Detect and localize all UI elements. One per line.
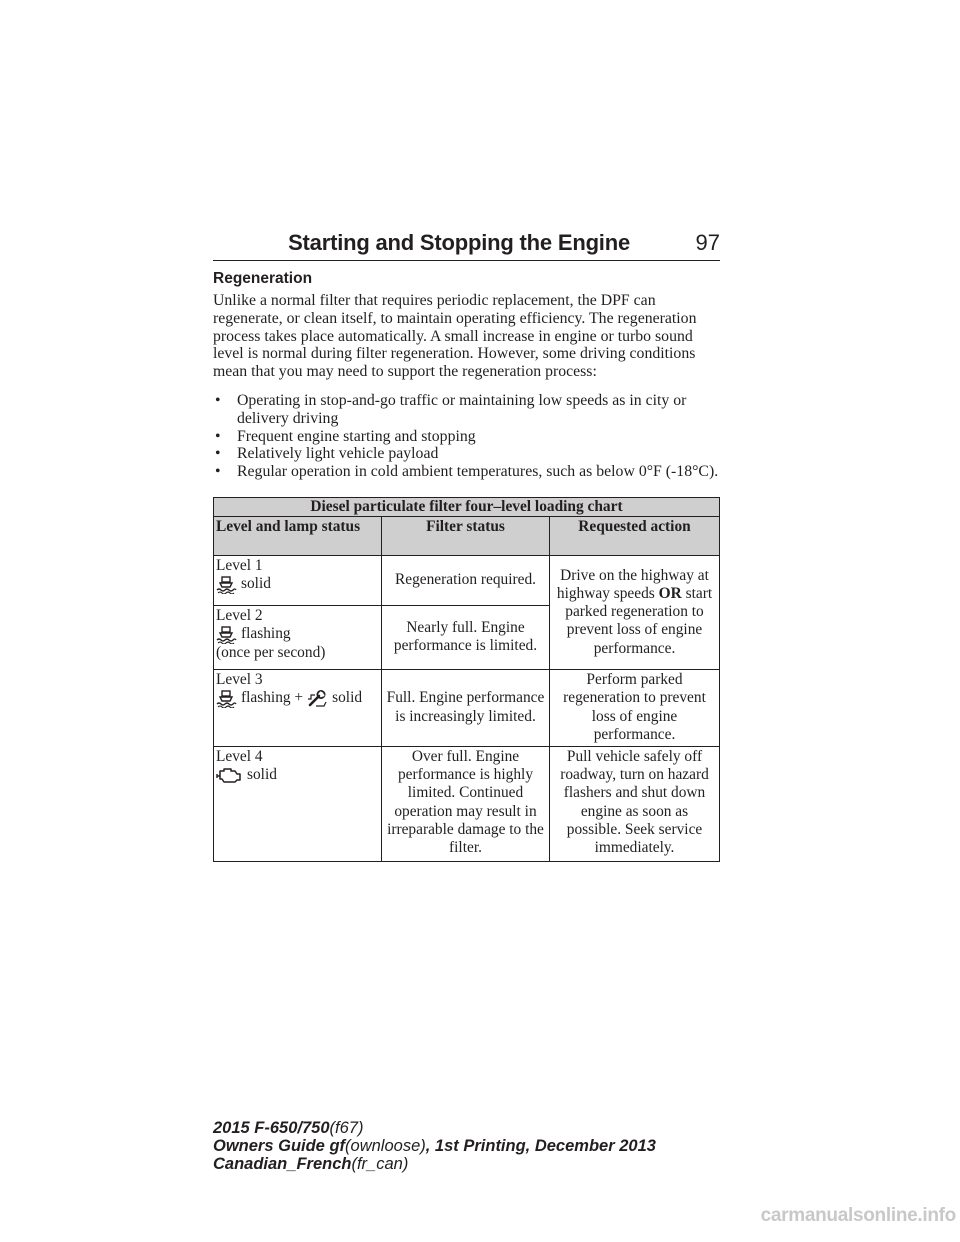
dpf-lamp-icon [216, 576, 237, 594]
lamp-status: solid [247, 766, 277, 784]
bullet-list [213, 392, 725, 481]
table-row [214, 670, 720, 747]
list-item: • Operating in stop-and-go traffic or maintaining low speeds as in city or delivery driving [215, 392, 687, 427]
document-footer [213, 1119, 733, 1173]
lamp-note: (once per second) [216, 643, 326, 661]
level-cell [214, 556, 382, 606]
filter-status-cell: Full. Engine performance is increasingly limited. [382, 670, 550, 747]
list-item: • Relatively light vehicle payload [215, 445, 439, 463]
footer-guide-type: (ownloose) [345, 1137, 426, 1155]
footer-model-code: (f67) [329, 1119, 364, 1137]
dpf-loading-chart [213, 497, 720, 862]
column-header-filter: Filter status [382, 517, 550, 556]
list-item: • Regular operation in cold ambient temperatures, such as below 0°F (-18°C). [215, 463, 719, 481]
footer-printing: , 1st Printing, December 2013 [425, 1137, 656, 1155]
level-cell [214, 606, 382, 670]
lamp-status: solid [241, 575, 271, 593]
action-cell: Pull vehicle safely off roadway, turn on hazard flashers and shut down engine as soon as possible. Seek service immediately. [550, 747, 720, 862]
lamp-status: flashing [241, 625, 291, 643]
footer-model: 2015 F-650/750 [213, 1119, 330, 1137]
page-number: 97 [695, 230, 720, 255]
action-cell: Drive on the highway at highway speeds OR start parked regeneration to prevent loss of engine performance. [550, 556, 720, 670]
filter-status-cell: Nearly full. Engine performance is limited. [382, 606, 550, 670]
footer-locale-code: (fr_can) [351, 1155, 409, 1173]
list-item: • Frequent engine starting and stopping [215, 427, 476, 445]
table-row [214, 747, 720, 862]
dpf-lamp-icon [216, 690, 237, 708]
dpf-lamp-icon [216, 626, 237, 644]
level-label: Level 4 [216, 748, 263, 766]
page-header [213, 226, 720, 261]
table-row [214, 556, 720, 606]
level-cell [214, 747, 382, 862]
section-heading: Regeneration [213, 270, 313, 287]
second-lamp-status: solid [332, 689, 363, 707]
lamp-status: flashing + [241, 689, 304, 707]
column-header-level: Level and lamp status [214, 517, 382, 556]
check-engine-icon [216, 766, 243, 784]
filter-status-cell: Over full. Engine performance is highly limited. Continued operation may result in irreparable damage to the filter. [382, 747, 550, 862]
level-label: Level 2 [216, 607, 263, 625]
column-header-action: Requested action [550, 517, 720, 556]
filter-status-cell: Regeneration required. [382, 556, 550, 606]
chapter-title: Starting and Stopping the Engine [288, 230, 630, 255]
powertrain-wrench-icon [307, 690, 328, 708]
table-header-row [214, 517, 720, 556]
table-title: Diesel particulate filter four–level loading chart [214, 498, 720, 517]
footer-guide: Owners Guide gf [213, 1137, 346, 1155]
watermark: carmanualsonline.info [760, 1205, 956, 1226]
level-label: Level 1 [216, 557, 263, 575]
level-cell [214, 670, 382, 747]
intro-paragraph: Unlike a normal filter that requires periodic replacement, the DPF can regenerate, or clean itself, to maintain operating efficiency. The regeneration process takes place automatically. A small increase in engine or turbo sound level is normal during filter regeneration. However, some driving conditions mean that you may need to support the regeneration process: [213, 292, 697, 381]
table-title-row [214, 498, 720, 517]
or-emphasis: OR [658, 584, 682, 602]
action-cell: Perform parked regeneration to prevent loss of engine performance. [550, 670, 720, 747]
level-label: Level 3 [216, 671, 263, 689]
footer-locale: Canadian_French [213, 1155, 352, 1173]
